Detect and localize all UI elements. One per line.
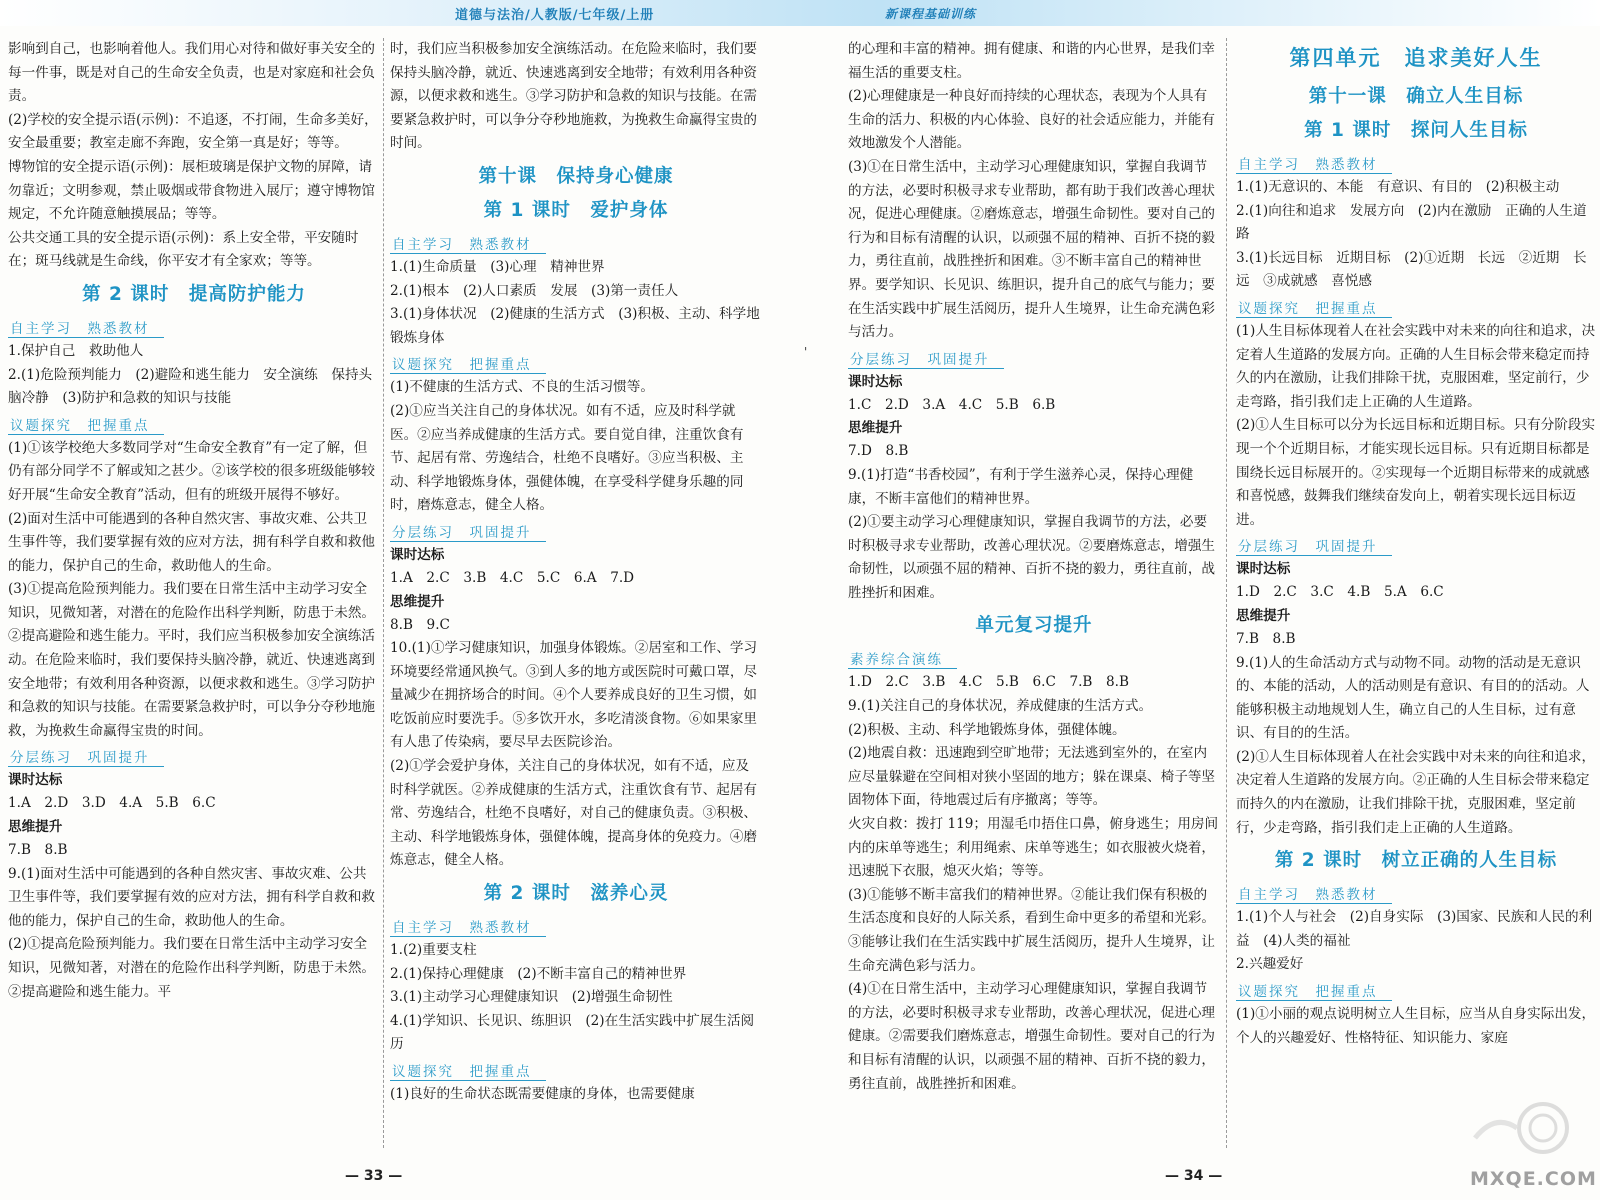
answer-key: 1.D 2.C 3.B 4.C 5.B 6.C 7.B 8.B bbox=[848, 674, 1129, 691]
answer-text: 影响到自己，也影响着他人。我们用心对待和做好事关安全的每一件事，既是对自己的生命安全负责，也是对家庭和社会负责。 (2)学校的安全提示语(示例)：不追逐，不打闹，生命多美好，安全最重要；教室走廊不奔跑，安全第一真是好；等等。 博物馆的安全提示语(示例)：展柜玻璃是保护文物的屏障，请勿靠近；文明参观，禁止吸烟或带食物进入展厅；遵守博物馆规定，不允许随意触摸展品；等等。 公共交通工具的安全提示语(示例)：系上安全带，平安随时在；斑马线就是生命线，你平安才有全家欢；等等。 bbox=[8, 41, 378, 270]
lesson-title: 第十课 保持身心健康 bbox=[478, 165, 674, 187]
answer-text: 10.(1)①学习健康知识，加强身体锻炼。②居室和工作、学习环境要经常通风换气。③到人多的地方或医院时可戴口罩，尽量减少在拥挤场合的时间。④个人要养成良好的卫生习惯，如吃饭前应时要洗手。⑤多饮开水，多吃清淡食物。⑥如果家里有人患了传染病，要尽早去医院诊治。 (2)①学会爱护身体，关注自己的身体状况，如有不适，应及时科学就医。②养成健康的生活方式，注重饮食有节、起居有常、劳逸结合，杜绝不良嗜好，对自己的健康负责。③积极、主动、科学地锻炼身体，强健体魄，提高身体的免疫力。④磨炼意志，健全人格。 bbox=[390, 640, 758, 869]
lesson-subtitle: 第 1 课时 探问人生目标 bbox=[1304, 120, 1528, 141]
unit-title: 第四单元 追求美好人生 bbox=[1289, 46, 1543, 70]
lesson-title: 第十一课 确立人生目标 bbox=[1308, 86, 1524, 107]
subsection-label: 课时达标 bbox=[1236, 561, 1291, 578]
watermark-logo-icon bbox=[1455, 1098, 1575, 1178]
answer-key: 7.B 8.B bbox=[8, 842, 68, 859]
gutter-mark: ' bbox=[804, 345, 808, 359]
answer-text: (1)①小丽的观点说明树立人生目标，应当从自身实际出发，个人的兴趣爱好、性格特征、知识能力、家庭 bbox=[1236, 1006, 1596, 1046]
answer-text: 的心理和丰富的精神。拥有健康、和谐的内心世界，是我们幸福生活的重要支柱。 (2)心理健康是一种良好而持续的心理状态，表现为个人具有生命的活力、积极的内心体验、良好的社会适应能力，并能有效地激发个人潜能。 (3)①在日常生活中，主动学习心理健康知识，掌握自我调节的方法，必要时积极寻求专业帮助，都有助于我们改善心理状况，促进心理健康。②磨炼意志，增强生命韧性。要对自己的行为和目标有清醒的认识，以顽强不屈的精神、百折不挠的毅力，勇往直前，战胜挫折和困难。③不断丰富自己的精神世界。要学知识、长见识、练胆识，提升自己的底气与能力；要在生活实践中扩展生活阅历，提升人生境界，让生命充满色彩与活力。 bbox=[848, 41, 1216, 341]
column-divider bbox=[383, 38, 384, 1148]
answer-key: 1.A 2.D 3.D 4.A 5.B 6.C bbox=[8, 795, 216, 812]
header-title: 道德与法治/人教版/七年级/上册 bbox=[455, 8, 655, 23]
section-label: 自主学习 熟悉教材 bbox=[390, 233, 546, 254]
answer-text: (1)①该学校绝大多数同学对“生命安全教育”有一定了解，但仍有部分同学不了解或知之甚少。②该学校的很多班级能够较好开展“生命安全教育”活动，但有的班级开展得不够好。 (2)面对生活中可能遇到的各种自然灾害、事故灾难、公共卫生事件等，我们要掌握有效的应对方法，拥有科学自救和救他的能力，保护自己的生命，救助他人的生命。 (3)①提高危险预判能力。我们要在日常生活中主动学习安全知识，见微知著，对潜在的危险作出科学判断，防患于未然。②提高避险和逃生能力。平时，我们应当积极参加安全演练活动。在危险来临时，我们要保持头脑冷静，就近、快速逃离到安全地带；有效利用各种资源，以便求救和逃生。③学习防护和急救的知识与技能。在需要紧急救护时，可以争分夺秒地施救，为挽救生命赢得宝贵的时间。 bbox=[8, 439, 376, 739]
header-brand: 新课程基础训练 bbox=[885, 7, 977, 21]
answer-text: 9.(1)打造“书香校园”，有利于学生滋养心灵，保持心理健康，不断丰富他们的精神世界。 (2)①要主动学习心理健康知识，掌握自我调节的方法，必要时积极寻求专业帮助，改善心理状况。②要磨炼意志，增强生命韧性，以顽强不屈的精神、百折不挠的毅力，勇往直前，战胜挫折和困难。 bbox=[848, 466, 1216, 601]
answer-key: 1.A 2.C 3.B 4.C 5.C 6.A 7.D bbox=[390, 569, 635, 586]
subsection-label: 思维提升 bbox=[1236, 607, 1291, 624]
column-2 bbox=[390, 38, 762, 1158]
answer-text: 1.(1)无意识的、本能 有意识、有目的 (2)积极主动 2.(1)向往和追求 发展方向 (2)内在激励 正确的人生道路 3.(1)长远目标 近期目标 (2)①近期 长远 ②近期 长远 ③成就感 喜悦感 bbox=[1236, 179, 1587, 290]
answer-key: 1.D 2.C 3.C 4.B 5.A 6.C bbox=[1236, 584, 1444, 601]
answer-text: 1.(2)重要支柱 2.(1)保持心理健康 (2)不断丰富自己的精神世界 3.(1)主动学习心理健康知识 (2)增强生命韧性 4.(1)学知识、长见识、练胆识 (2)在生活实践中扩展生活阅历 bbox=[390, 942, 755, 1053]
answer-key: 7.D 8.B bbox=[848, 443, 909, 460]
answer-text: 9.(1)关注自己的身体状况，养成健康的生活方式。 (2)积极、主动、科学地锻炼身体，强健体魄。 (2)地震自救：迅速跑到空旷地带；无法逃到室外的，在室内应尽量躲避在空间相对狭小坚固的地方；躲在课桌、椅子等坚固物体下面，待地震过后有序撤离；等等。 火灾自救：拨打 119；用湿毛巾捂住口鼻，俯身逃生；用房间内的床单等逃生；利用绳索、床单等逃生；如衣服被火烧着，迅速脱下衣服，熄灭火焰；等等。 (3)①能够不断丰富我们的精神世界。②能让我们保有积极的生活态度和良好的人际关系，看到生命中更多的希望和光彩。③能够让我们在生活实践中扩展生活阅历，提升人生境界，让生命充满色彩与活力。 (4)①在日常生活中，主动学习心理健康知识，掌握自我调节的方法，必要时积极寻求专业帮助，改善心理状况，促进心理健康。②需要我们磨炼意志，增强生命韧性。要对自己的行为和目标有清醒的认识，以顽强不屈的精神、百折不挠的毅力，勇往直前，战胜挫折和困难。 bbox=[848, 698, 1219, 1092]
lesson-subtitle: 第 2 课时 滋养心灵 bbox=[483, 883, 669, 905]
review-title: 单元复习提升 bbox=[975, 615, 1093, 637]
lesson-title: 第 2 课时 提高防护能力 bbox=[82, 283, 306, 305]
answer-key: 1.C 2.D 3.A 4.C 5.B 6.B bbox=[848, 396, 1056, 413]
column-4 bbox=[1236, 38, 1596, 1158]
answer-text: 9.(1)面对生活中可能遇到的各种自然灾害、事故灾难、公共卫生事件等，我们要掌握有效的应对方法，拥有科学自救和救他的能力，保护自己的生命，救助他人的生命。 (2)①提高危险预判能力。我们要在日常生活中主动学习安全知识，见微知著，对潜在的危险作出科学判断，防患于未然。②提高避险和逃生能力。平 bbox=[8, 865, 376, 1000]
section-label: 议题探究 把握重点 bbox=[390, 1060, 546, 1081]
answer-text: 1.(1)个人与社会 (2)自身实际 (3)国家、民族和人民的利益 (4)人类的福祉 2.兴趣爱好 bbox=[1236, 909, 1593, 973]
section-label: 自主学习 熟悉教材 bbox=[8, 317, 164, 338]
answer-text: 1.保护自己 救助他人 2.(1)危险预判能力 (2)避险和逃生能力 安全演练 保持头脑冷静 (3)防护和急救的知识与技能 bbox=[8, 342, 373, 407]
section-label: 分层练习 巩固提升 bbox=[848, 348, 1004, 369]
answer-text: 1.(1)生命质量 (3)心理 精神世界 2.(1)根本 (2)人口素质 发展 (3)第一责任人 3.(1)身体状况 (2)健康的生活方式 (3)积极、主动、科学地锻炼身体 bbox=[390, 258, 760, 346]
section-label: 议题探究 把握重点 bbox=[8, 414, 164, 435]
answer-key: 7.B 8.B bbox=[1236, 630, 1296, 647]
answer-text: 9.(1)人的生命活动方式与动物不同。动物的活动是无意识的、本能的活动，人的活动则是有意识、有目的的活动。人能够积极主动地规划人生，确立自己的人生目标，过有意识、有目的的生活。 (2)①人生目标体现着人在社会实践中对未来的向往和追求，决定着人生道路的发展方向。②正确的人生目标会带来稳定而持久的内在激励，让我们排除干扰，克服困难，坚定前行，少走弯路，指引我们走上正确的人生道路。 bbox=[1236, 654, 1596, 836]
subsection-label: 思维提升 bbox=[848, 420, 903, 437]
answer-text: (1)良好的生命状态既需要健康的身体，也需要健康 bbox=[390, 1086, 695, 1102]
section-label: 议题探究 把握重点 bbox=[1236, 980, 1392, 1001]
column-1 bbox=[8, 38, 380, 1158]
lesson-subtitle: 第 2 课时 树立正确的人生目标 bbox=[1274, 850, 1558, 872]
answer-text: 时，我们应当积极参加安全演练活动。在危险来临时，我们要保持头脑冷静，就近、快速逃离到安全地带；有效利用各种资源，以便求救和逃生。③学习防护和急救的知识与技能。在需要紧急救护时，可以争分夺秒地施救，为挽救生命赢得宝贵的时间。 bbox=[390, 41, 758, 152]
section-label: 议题探究 把握重点 bbox=[1236, 297, 1392, 318]
section-label: 素养综合演练 bbox=[848, 648, 957, 669]
subsection-label: 课时达标 bbox=[848, 373, 903, 390]
answer-text: (1)不健康的生活方式、不良的生活习惯等。 (2)①应当关注自己的身体状况。如有不适，应及时科学就医。②应当养成健康的生活方式。要自觉自律，注重饮食有节、起居有常、劳逸结合，杜绝不良嗜好。③应当积极、主动、科学地锻炼身体，强健体魄，在享受科学健身乐趣的同时，磨炼意志，健全人格。 bbox=[390, 379, 744, 514]
subsection-label: 思维提升 bbox=[8, 819, 63, 836]
lesson-subtitle: 第 1 课时 爱护身体 bbox=[483, 199, 669, 221]
page-number-right: — 34 — bbox=[1165, 1168, 1223, 1184]
subsection-label: 课时达标 bbox=[390, 546, 445, 563]
section-label: 分层练习 巩固提升 bbox=[1236, 535, 1392, 556]
page-number-left: — 33 — bbox=[345, 1168, 403, 1184]
subsection-label: 思维提升 bbox=[390, 593, 445, 610]
header-bar bbox=[0, 0, 1600, 26]
watermark-text: MXQE.COM bbox=[1470, 1168, 1597, 1190]
section-label: 分层练习 巩固提升 bbox=[8, 746, 164, 767]
column-3 bbox=[848, 38, 1220, 1158]
answer-key: 8.B 9.C bbox=[390, 616, 450, 633]
section-label: 自主学习 熟悉教材 bbox=[1236, 883, 1392, 904]
column-divider bbox=[1226, 38, 1227, 1148]
section-label: 自主学习 熟悉教材 bbox=[390, 916, 546, 937]
section-label: 自主学习 熟悉教材 bbox=[1236, 153, 1392, 174]
subsection-label: 课时达标 bbox=[8, 772, 63, 789]
section-label: 分层练习 巩固提升 bbox=[390, 521, 546, 542]
section-label: 议题探究 把握重点 bbox=[390, 353, 546, 374]
answer-text: (1)人生目标体现着人在社会实践中对未来的向往和追求，决定着人生道路的发展方向。正确的人生目标会带来稳定而持久的内在激励，让我们排除干扰，克服困难，坚定前行，少走弯路，指引我们走上正确的人生道路。 (2)①人生目标可以分为长远目标和近期目标。只有分阶段实现一个个近期目标，才能实现长远目标。只有近期目标都是围绕长远目标展开的。②实现每一个近期目标带来的成就感和喜悦感，鼓舞我们继续奋发向上，朝着实现长远目标迈进。 bbox=[1236, 322, 1596, 528]
